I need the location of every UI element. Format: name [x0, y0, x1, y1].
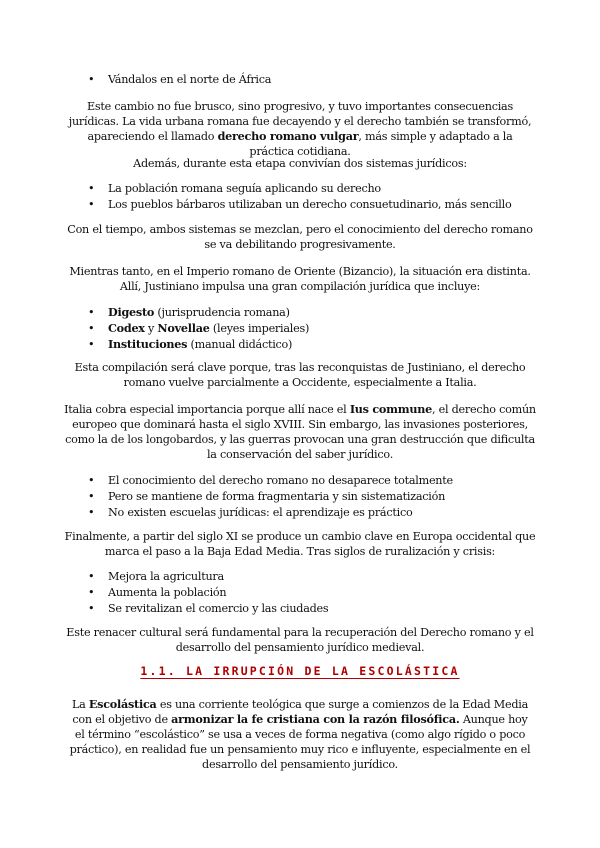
paragraph-dos-sistemas: Además, durante esta etapa convivían dos sistemas jurídicos:: [133, 157, 467, 170]
list-item: • El conocimiento del derecho romano no desaparece totalmente: [88, 474, 453, 487]
bold-term: Escolástica: [88, 697, 157, 711]
paragraph-bizancio: Mientras tanto, en el Imperio romano de Oriente (Bizancio), la situación era distinta. Allí, Justiniano impulsa una gran compilación jurídica que incluye:: [69, 265, 531, 293]
paragraph-derecho-vulgar: Este cambio no fue brusco, sino progresivo, y tuvo importantes consecuencias jurídicas. La vida urbana romana fue decayendo y el derecho también se transformó, apareciendo el llamado derecho romano vulgar, más simple y adaptado a la práctica cotidiana.: [68, 100, 532, 158]
bullet-icon: •: [88, 338, 95, 351]
list-item: • No existen escuelas jurídicas: el aprendizaje es práctico: [88, 506, 413, 519]
list-item: • Mejora la agricultura: [88, 570, 224, 583]
bullet-icon: •: [88, 306, 95, 319]
bullet-icon: •: [88, 182, 95, 195]
list-item: • Aumenta la población: [88, 586, 227, 599]
list-item: • Instituciones (manual didáctico): [88, 337, 293, 351]
list-item: • Pero se mantiene de forma fragmentaria y sin sistematización: [88, 490, 446, 503]
list-item: • Los pueblos bárbaros utilizaban un derecho consuetudinario, más sencillo: [88, 198, 512, 211]
list-item: • La población romana seguía aplicando su derecho: [88, 182, 381, 195]
paragraph-siglo-xi: Finalmente, a partir del siglo XI se produce un cambio clave en Europa occidental que marca el paso a la Baja Edad Media. Tras siglos de ruralización y crisis:: [64, 530, 536, 558]
bullet-list-renacer: [88, 569, 328, 617]
bullet-list-compilacion: [88, 305, 309, 353]
section-heading: 1.1. LA IRRUPCIÓN DE LA ESCOLÁSTICA: [140, 664, 460, 678]
bold-term: derecho romano vulgar: [217, 129, 359, 143]
bullet-list-sistemas: [88, 181, 511, 213]
paragraph-reconquistas: Esta compilación será clave porque, tras las reconquistas de Justiniano, el derecho romano vuelve parcialmente a Occidente, especialmente a Italia.: [74, 361, 526, 389]
list-item: • Se revitalizan el comercio y las ciudades: [88, 602, 329, 615]
bullet-list-invaders: [88, 72, 271, 88]
bullet-icon: •: [88, 506, 95, 519]
paragraph-ius-commune: Italia cobra especial importancia porque allí nace el Ius commune, el derecho común europeo que dominará hasta el siglo XVIII. Sin embargo, las invasiones posteriores, como la de los longobardos, y las guerras provocan una gran destrucción que dificulta la conservación del saber jurídico.: [64, 402, 536, 461]
list-item: • Vándalos en el norte de África: [88, 73, 272, 86]
bold-term: Ius commune: [349, 402, 432, 416]
bullet-icon: •: [88, 198, 95, 211]
list-item: • Digesto (jurisprudencia romana): [88, 305, 290, 319]
bullet-icon: •: [88, 474, 95, 487]
bullet-icon: •: [88, 322, 95, 335]
bold-term: armonizar la fe cristiana con la razón filosófica.: [171, 712, 460, 726]
bullet-icon: •: [88, 586, 95, 599]
list-item: • Codex y Novellae (leyes imperiales): [88, 321, 310, 335]
paragraph-renacer-cultural: Este renacer cultural será fundamental para la recuperación del Derecho romano y el desarrollo del pensamiento jurídico medieval.: [66, 626, 534, 654]
bullet-icon: •: [88, 73, 95, 86]
bullet-list-conocimiento: [88, 473, 453, 521]
paragraph-escolastica: La Escolástica es una corriente teológica que surge a comienzos de la Edad Media con el objetivo de armonizar la fe cristiana con la razón filosófica. Aunque hoy el término “escolástico” se usa a veces de forma negativa (como algo rígido o poco práctico), en realidad fue un pensamiento muy rico e influyente, especialmente en el desarrollo del pensamiento jurídico.: [69, 697, 531, 771]
bullet-icon: •: [88, 602, 95, 615]
bullet-icon: •: [88, 490, 95, 503]
paragraph-mezcla: Con el tiempo, ambos sistemas se mezclan, pero el conocimiento del derecho romano se va debilitando progresivamente.: [67, 223, 533, 251]
bullet-icon: •: [88, 570, 95, 583]
